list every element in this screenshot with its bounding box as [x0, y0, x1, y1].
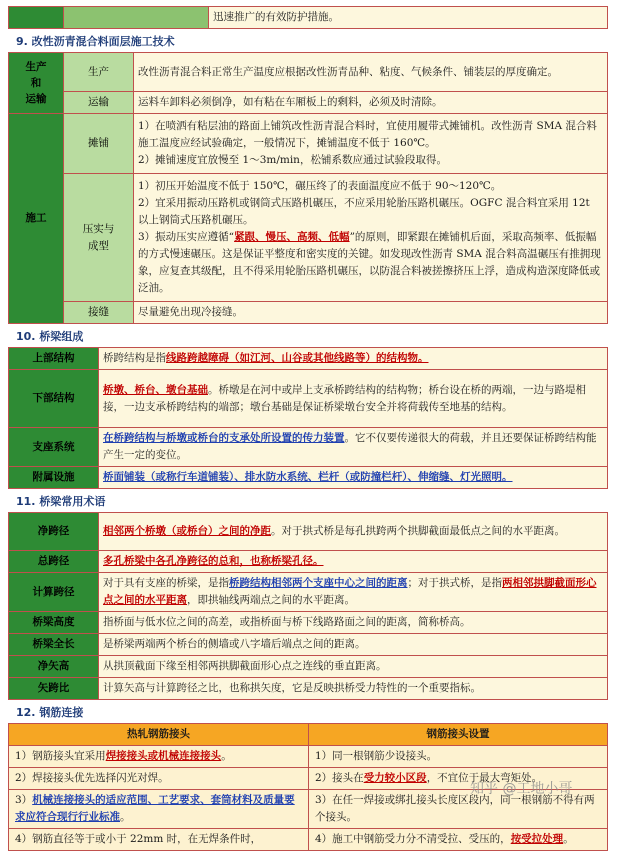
- section-12-heading: 12. 钢筋连接: [16, 706, 84, 719]
- clear-span-label: 净跨径: [9, 513, 99, 551]
- bridge-length-label: 桥梁全长: [9, 634, 99, 656]
- construction-label: 施工: [9, 114, 64, 324]
- top-cell-light: [64, 7, 209, 29]
- compaction-point-2: 2）宜采用振动压路机或钢筒式压路机碾压，不应采用轮胎压路机碾压。OGFC 混合料宜采用 12t 以上钢筒式压路机碾压。: [138, 197, 590, 226]
- production-text: 改性沥青混合料正常生产温度应根据改性沥青品种、粘度、气候条件、铺装层的厚度确定。: [134, 53, 608, 92]
- document-page: [8, 6, 608, 851]
- top-remnant-text: 迅速推广的有效防护措施。: [209, 7, 608, 29]
- transport-text: 运料车卸料必须倒净，如有粘在车厢板上的剩料，必须及时清除。: [134, 92, 608, 114]
- bridge-height-label: 桥梁高度: [9, 612, 99, 634]
- paving-point-1: 1）在喷洒有粘层油的路面上铺筑改性沥青混合料时，宜使用履带式摊铺机。改性沥青 SMA 混合料施工温度应经试验确定，一般情况下，摊铺温度不低于 160℃。: [138, 120, 597, 149]
- column-header-hot-rolled: 热轧钢筋接头: [9, 724, 309, 746]
- calc-span-text: 对于具有支座的桥梁，是指桥跨结构相邻两个支座中心之间的距离；对于拱式桥，是指两相邻拱脚截面形心点之间的水平距离，即拱轴线两端点之间的水平距离。: [99, 573, 608, 612]
- hot-rolled-point-1: 1）钢筋接头宜采用焊接接头或机械连接接头。: [9, 746, 309, 768]
- joint-setting-point-1: 1）同一根钢筋少设接头。: [309, 746, 608, 768]
- bridge-length-text: 是桥梁两端两个桥台的侧墙或八字墙后端点之间的距离。: [99, 634, 608, 656]
- column-header-joint-setting: 钢筋接头设置: [309, 724, 608, 746]
- top-cell-dark: [9, 7, 64, 29]
- rise-span-ratio-text: 计算矢高与计算跨径之比，也称拱矢度，它是反映拱桥受力特性的一个重要指标。: [99, 678, 608, 700]
- superstructure-text: 桥跨结构是指线路跨越障碍（如江河、山谷或其他线路等）的结构物。: [99, 348, 608, 370]
- hot-rolled-point-2: 2）焊接接头优先选择闪光对焊。: [9, 768, 309, 790]
- section-10-heading: 10. 桥梁组成: [16, 330, 84, 343]
- total-span-label: 总跨径: [9, 551, 99, 573]
- section-11-table: [8, 512, 608, 700]
- bearing-label: 支座系统: [9, 428, 99, 467]
- top-remnant-table: [8, 6, 608, 29]
- substructure-text: 桥墩、桥台、墩台基础。桥墩是在河中或岸上支承桥跨结构的结构物；桥台设在桥的两端，一边与路堤相接，一边支承桥跨结构的端部；墩台基础是保证桥梁墩台安全并将荷载传至地基的结构。: [99, 370, 608, 428]
- clear-rise-text: 从拱顶截面下缘至相邻两拱脚截面形心点之连线的垂直距离。: [99, 656, 608, 678]
- compaction-label: 压实与 成型: [64, 174, 134, 302]
- section-11-heading: 11. 桥梁常用术语: [16, 495, 106, 508]
- section-10-table: [8, 347, 608, 489]
- bridge-height-text: 指桥面与低水位之间的高差，或指桥面与桥下线路路面之间的距离，简称桥高。: [99, 612, 608, 634]
- clear-rise-label: 净矢高: [9, 656, 99, 678]
- section-9-heading: 9. 改性沥青混合料面层施工技术: [16, 35, 175, 48]
- joint-text: 尽量避免出现冷接缝。: [134, 302, 608, 324]
- ancillary-label: 附属设施: [9, 467, 99, 489]
- ancillary-text: 桥面铺装（或称行车道铺装）、排水防水系统、栏杆（或防撞栏杆）、伸缩缝、灯光照明。: [99, 467, 608, 489]
- watermark: 知乎 @工地小哥: [470, 781, 573, 797]
- paving-text: [134, 114, 608, 174]
- clear-span-text: 相邻两个桥墩（或桥台）之间的净距。对于拱式桥是每孔拱跨两个拱脚截面最低点之间的水平距离。: [99, 513, 608, 551]
- hot-rolled-point-3: 3）机械连接接头的适应范围、工艺要求、套筒材料及质量要求应符合现行行业标准。: [9, 790, 309, 829]
- rise-span-ratio-label: 矢跨比: [9, 678, 99, 700]
- compaction-key-phrase: 紧跟、慢压、高频、低幅: [234, 231, 350, 243]
- superstructure-label: 上部结构: [9, 348, 99, 370]
- bearing-text: 在桥跨结构与桥墩或桥台的支承处所设置的传力装置。它不仅要传递很大的荷载，并且还要保证桥跨结构能产生一定的变位。: [99, 428, 608, 467]
- production-transport-label: 生产 和 运输: [9, 53, 64, 114]
- compaction-point-1: 1）初压开始温度不低于 150℃，碾压终了的表面温度应不低于 90～120℃。: [138, 180, 502, 192]
- paving-point-2: 2）摊铺速度宜放慢至 1～3m/min，松铺系数应通过试验段取得。: [138, 154, 447, 166]
- calc-span-label: 计算跨径: [9, 573, 99, 612]
- joint-label: 接缝: [64, 302, 134, 324]
- section-9-table: [8, 52, 608, 324]
- compaction-point-3: 3）振动压实应遵循“紧跟、慢压、高频、低幅”的原则，即紧跟在摊铺机后面，采取高频率、低振幅的方式慢速碾压。这是保证平整度和密实度的关键。如发现改性沥青 SMA 混合料高温碾压有推拥现象，应复查其级配，且不得采用轮胎压路机碾压，以防混合料被搓擦挤压上浮，造成构造深度降低或泛油。: [138, 231, 601, 294]
- production-label: 生产: [64, 53, 134, 92]
- transport-label: 运输: [64, 92, 134, 114]
- paving-label: 摊铺: [64, 114, 134, 174]
- total-span-text: 多孔桥梁中各孔净跨径的总和，也称桥梁孔径。: [99, 551, 608, 573]
- compaction-text: [134, 174, 608, 302]
- joint-setting-point-2: 2）接头在受力较小区段，不宜位于最大弯矩处。: [309, 768, 608, 790]
- joint-setting-point-3: 3）在任一焊接或绑扎接头长度区段内，同一根钢筋不得有两个接头。: [309, 790, 608, 829]
- joint-setting-point-4: 4）施工中钢筋受力分不清受拉、受压的，按受拉处理。: [309, 829, 608, 851]
- hot-rolled-point-4: 4）钢筋直径等于或小于 22mm 时，在无焊条件时，: [9, 829, 309, 851]
- substructure-label: 下部结构: [9, 370, 99, 428]
